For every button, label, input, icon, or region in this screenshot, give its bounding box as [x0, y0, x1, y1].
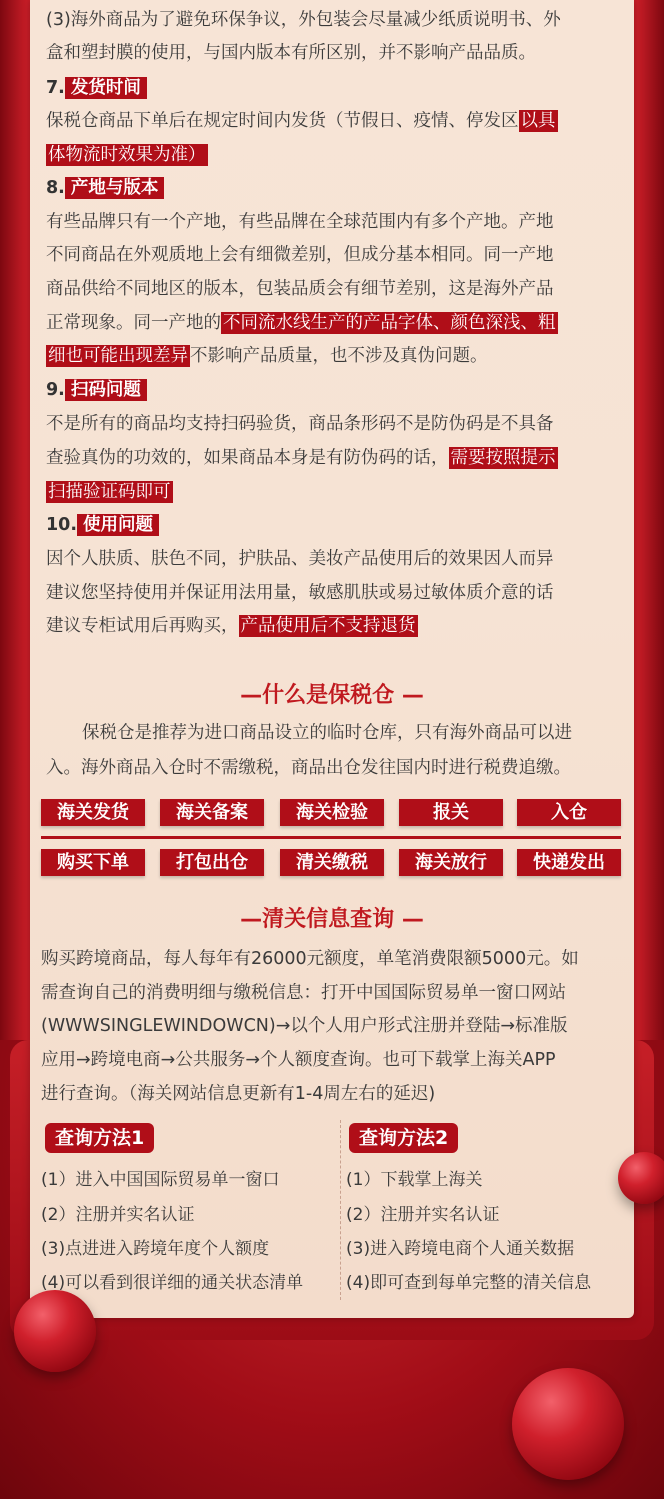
- highlight-text: 体物流时效果为准）: [48, 145, 206, 165]
- section-heading-9: [46, 379, 147, 401]
- text-line: [46, 447, 558, 469]
- text-span: 查验真伪的功效的，如果商品本身是有防伪码的话，: [46, 448, 449, 468]
- section-title: 产地与版本: [65, 177, 165, 199]
- text-line: 进行查询。（海关网站信息更新有1-4周左右的延迟): [41, 1084, 436, 1104]
- section-number: 8.: [46, 178, 65, 198]
- text-line: [46, 312, 558, 334]
- method-1-title: 查询方法1: [45, 1123, 154, 1153]
- flow-step: 打包出仓: [160, 849, 264, 876]
- text-line: 需查询自己的消费明细与缴税信息：打开中国国际贸易单一窗口网站: [41, 983, 566, 1003]
- text-line: 不是所有的商品均支持扫码验货，商品条形码不是防伪码是不具备: [46, 414, 554, 434]
- text-span: 建议专柜试用后再购买，: [46, 616, 239, 636]
- method-2-step: (2）注册并实名认证: [346, 1205, 500, 1225]
- section-title: 扫码问题: [65, 379, 147, 401]
- text-span: 不影响产品质量，也不涉及真伪问题。: [190, 346, 488, 366]
- highlight-text: 产品使用后不支持退货: [240, 616, 416, 636]
- text-line: 盒和塑封膜的使用，与国内版本有所区别，并不影响产品品质。: [46, 43, 536, 63]
- customs-heading: —清关信息查询 —: [240, 907, 424, 932]
- text-line: 不同商品在外观质地上会有细微差别，但成分基本相同。同一产地: [46, 245, 554, 265]
- decorative-ball-bottom: [512, 1368, 624, 1480]
- section-number: 10.: [46, 515, 78, 535]
- flow-step: 入仓: [517, 799, 621, 826]
- bonded-heading: —什么是保税仓 —: [240, 683, 424, 708]
- flow-step: 海关放行: [399, 849, 503, 876]
- decorative-ball-left: [14, 1290, 96, 1372]
- section-heading-7: [46, 77, 147, 99]
- flow-divider: [41, 836, 621, 839]
- text-line: [46, 144, 208, 166]
- text-line: [46, 615, 418, 637]
- text-line: [46, 481, 173, 503]
- method-1-step: (4)可以看到很详细的通关状态清单: [41, 1273, 304, 1293]
- method-2-title: 查询方法2: [349, 1123, 458, 1153]
- text-span: 正常现象。同一产地的: [46, 313, 221, 333]
- section-heading-8: [46, 177, 164, 199]
- flow-step: 海关发货: [41, 799, 145, 826]
- method-1-step: (3)点进进入跨境年度个人额度: [41, 1239, 270, 1259]
- flow-step: 海关备案: [160, 799, 264, 826]
- flow-step: 清关缴税: [280, 849, 384, 876]
- text-line: [46, 345, 488, 367]
- highlight-text: 需要按照提示: [450, 448, 556, 468]
- decorative-ball-right: [618, 1152, 664, 1204]
- flow-step: 快递发出: [517, 849, 621, 876]
- highlight-text: 扫描验证码即可: [48, 482, 171, 502]
- method-1-step: (1）进入中国国际贸易单一窗口: [41, 1170, 280, 1190]
- method-1-step: (2）注册并实名认证: [41, 1205, 195, 1225]
- text-span: 保税仓商品下单后在规定时间内发货（节假日、疫情、停发区: [46, 111, 519, 131]
- flow-step: 购买下单: [41, 849, 145, 876]
- text-line: 购买跨境商品，每人每年有26000元额度，单笔消费限额5000元。如: [41, 949, 579, 969]
- flow-step: 报关: [399, 799, 503, 826]
- method-2-step: (1）下载掌上海关: [346, 1170, 483, 1190]
- text-line: [46, 110, 558, 132]
- method-divider: [340, 1120, 341, 1300]
- text-line: 有些品牌只有一个产地，有些品牌在全球范围内有多个产地。产地: [46, 212, 554, 232]
- text-line: 因个人肤质、肤色不同，护肤品、美妆产品使用后的效果因人而异: [46, 549, 554, 569]
- section-title: 发货时间: [65, 77, 147, 99]
- method-2-step: (3)进入跨境电商个人通关数据: [346, 1239, 575, 1259]
- text-line: (WWWSINGLEWINDOWCN)→以个人用户形式注册并登陆→标准版: [41, 1016, 568, 1036]
- method-2-step: (4)即可查到每单完整的清关信息: [346, 1273, 592, 1293]
- text-line: 应用→跨境电商→公共服务→个人额度查询。也可下载掌上海关APP: [41, 1050, 556, 1070]
- text-line: 商品供给不同地区的版本，包装品质会有细节差别，这是海外产品: [46, 279, 554, 299]
- section-number: 7.: [46, 78, 65, 98]
- text-line: (3)海外商品为了避免环保争议，外包装会尽量减少纸质说明书、外: [46, 10, 561, 30]
- highlight-text: 细也可能出现差异: [48, 346, 188, 366]
- section-heading-10: [46, 514, 159, 536]
- text-line: 保税仓是推荐为进口商品设立的临时仓库，只有海外商品可以进: [82, 723, 572, 743]
- text-line: 建议您坚持使用并保证用法用量，敏感肌肤或易过敏体质介意的话: [46, 583, 554, 603]
- flow-step: 海关检验: [280, 799, 384, 826]
- section-title: 使用问题: [77, 514, 159, 536]
- highlight-text: 以具: [520, 111, 556, 131]
- section-number: 9.: [46, 380, 65, 400]
- text-line: 入。海外商品入仓时不需缴税，商品出仓发往国内时进行税费追缴。: [46, 758, 571, 778]
- highlight-text: 不同流水线生产的产品字体、颜色深浅、粗: [223, 313, 556, 333]
